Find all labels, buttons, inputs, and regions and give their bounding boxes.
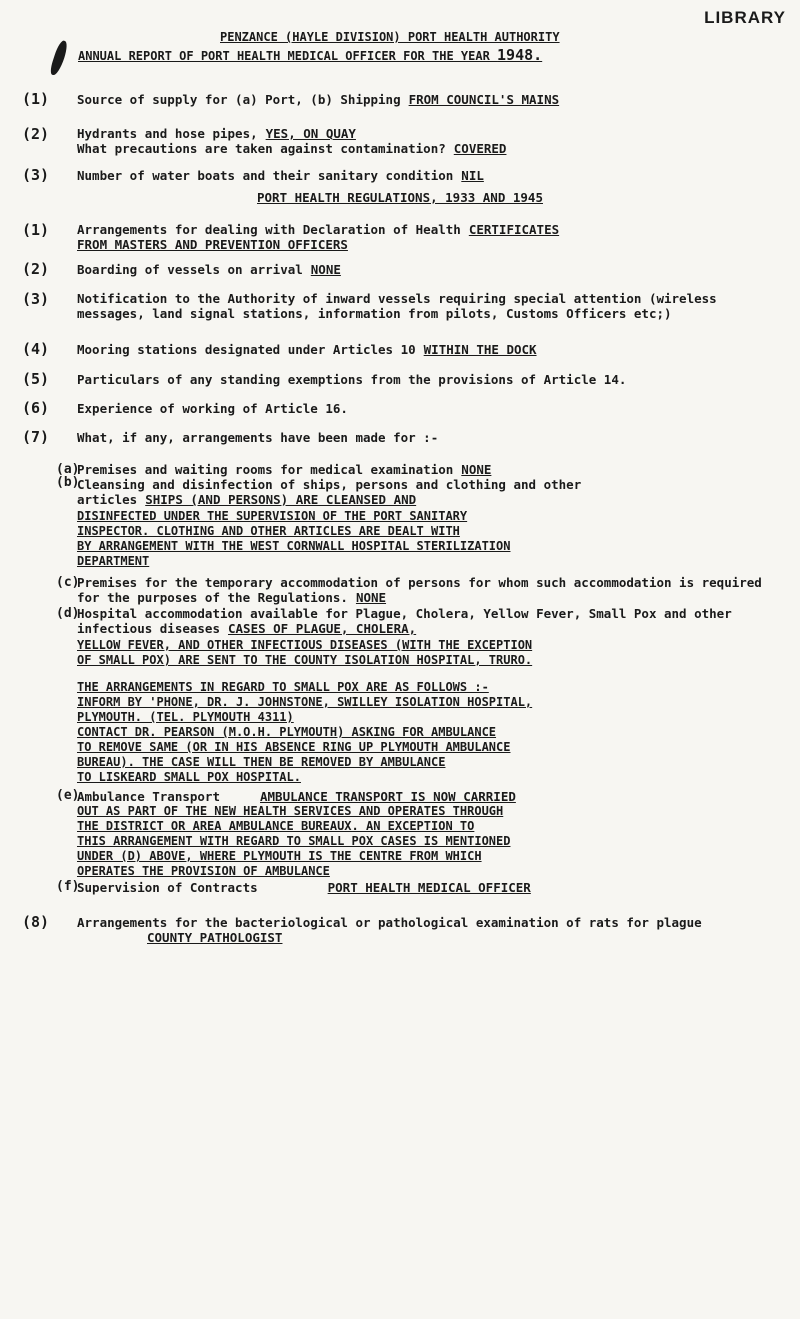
question-boarding: Boarding of vessels on arrival NONE (77, 262, 341, 277)
item-b-cleansing: Cleansing and disinfection of ships, persons and clothing and other articles SHIPS (AND PERSONS) ARE CLEANSED AND (77, 477, 582, 507)
item-number: (2) (22, 260, 50, 278)
item-e-answer: OUT AS PART OF THE NEW HEALTH SERVICES AND OPERATES THROUGH THE DISTRICT OR AREA AMBULANCE BUREAUX. AN EXCEPTION TO THIS ARRANGEMENT WITH REGARD TO SMALL POX CASES IS MENTIONED UNDER (D) ABOVE, WHERE PLYMOUTH IS THE CENTRE FROM WHICH OPERATES THE PROVISION OF AMBULANCE (77, 804, 511, 878)
item-label: (f) (56, 879, 80, 894)
item-b-answer: DISINFECTED UNDER THE SUPERVISION OF THE PORT SANITARY INSPECTOR. CLOTHING AND OTHER ARTICLES ARE DEALT WITH BY ARRANGEMENT WITH THE WEST CORNWALL HOSPITAL STERILIZATION DEPARTMENT (77, 509, 511, 568)
item-label: (a) (56, 462, 80, 477)
item-a-premises: Premises and waiting rooms for medical examination NONE (77, 462, 492, 477)
question-article-16: Experience of working of Article 16. (77, 401, 348, 416)
item-number: (8) (22, 913, 50, 931)
item-number: (7) (22, 428, 50, 446)
question-arrangements: What, if any, arrangements have been made for :- (77, 430, 439, 445)
item-f-contracts: Supervision of Contracts PORT HEALTH MEDICAL OFFICER (77, 880, 531, 895)
question-declaration: Arrangements for dealing with Declaration of Health CERTIFICATES FROM MASTERS AND PREVENTION OFFICERS (77, 222, 560, 252)
question-notification: Notification to the Authority of inward vessels requiring special attention (wireless messages, land signal stations, information from pilots, Customs Officers etc;) (77, 291, 717, 321)
question-water-boats: Number of water boats and their sanitary condition NIL (77, 168, 484, 183)
regulations-heading: PORT HEALTH REGULATIONS, 1933 AND 1945 (257, 190, 543, 205)
item-number: (3) (22, 290, 50, 308)
item-number: (1) (22, 221, 50, 239)
library-stamp: LIBRARY (704, 8, 786, 27)
smallpox-arrangements: THE ARRANGEMENTS IN REGARD TO SMALL POX ARE AS FOLLOWS :- INFORM BY 'PHONE, DR. J. JOHNSTONE, SWILLEY ISOLATION HOSPITAL, PLYMOUTH. (TEL. PLYMOUTH 4311) CONTACT DR. PEARSON (M.O.H. PLYMOUTH) ASKING FOR AMBULANCE TO REMOVE SAME (OR IN HIS ABSENCE RING UP PLYMOUTH AMBULANCE BUREAU). THE CASE WILL THEN BE REMOVED BY AMBULANCE TO LISKEARD SMALL POX HOSPITAL. (77, 680, 533, 784)
item-d-answer: YELLOW FEVER, AND OTHER INFECTIOUS DISEASES (WITH THE EXCEPTION OF SMALL POX) ARE SENT TO THE COUNTY ISOLATION HOSPITAL, TRURO. (77, 638, 533, 667)
item-number: (5) (22, 370, 50, 388)
item-label: (c) (56, 575, 80, 590)
report-title: ANNUAL REPORT OF PORT HEALTH MEDICAL OFFICER FOR THE YEAR 1948. (78, 46, 543, 64)
authority-heading: PENZANCE (HAYLE DIVISION) PORT HEALTH AUTHORITY (220, 30, 560, 44)
question-mooring: Mooring stations designated under Articles 10 WITHIN THE DOCK (77, 342, 537, 357)
item-number: (1) (22, 90, 50, 108)
question-hydrants: Hydrants and hose pipes, YES, ON QUAY What precautions are taken against contamination? COVERED (77, 126, 507, 156)
question-water-source: Source of supply for (a) Port, (b) Shipping FROM COUNCIL'S MAINS (77, 92, 560, 107)
item-label: (e) (56, 788, 80, 803)
item-d-hospital: Hospital accommodation available for Plague, Cholera, Yellow Fever, Small Pox and other infectious diseases CASES OF PLAGUE, CHOLERA, (77, 606, 732, 636)
item-number: (6) (22, 399, 50, 417)
report-year: 1948. (497, 46, 543, 64)
item-number: (2) (22, 125, 50, 143)
item-c-accommodation: Premises for the temporary accommodation of persons for whom such accommodation is required for the purposes of the Regulations. NONE (77, 575, 762, 605)
item-number: (4) (22, 340, 50, 358)
item-number: (3) (22, 166, 50, 184)
ink-blot (49, 39, 70, 76)
question-exemptions: Particulars of any standing exemptions from the provisions of Article 14. (77, 372, 627, 387)
item-label: (b) (56, 475, 80, 490)
item-e-ambulance: Ambulance Transport AMBULANCE TRANSPORT IS NOW CARRIED (77, 789, 516, 804)
question-rat-examination: Arrangements for the bacteriological or pathological examination of rats for plague COUNTY PATHOLOGIST (77, 915, 702, 945)
item-label: (d) (56, 606, 80, 621)
